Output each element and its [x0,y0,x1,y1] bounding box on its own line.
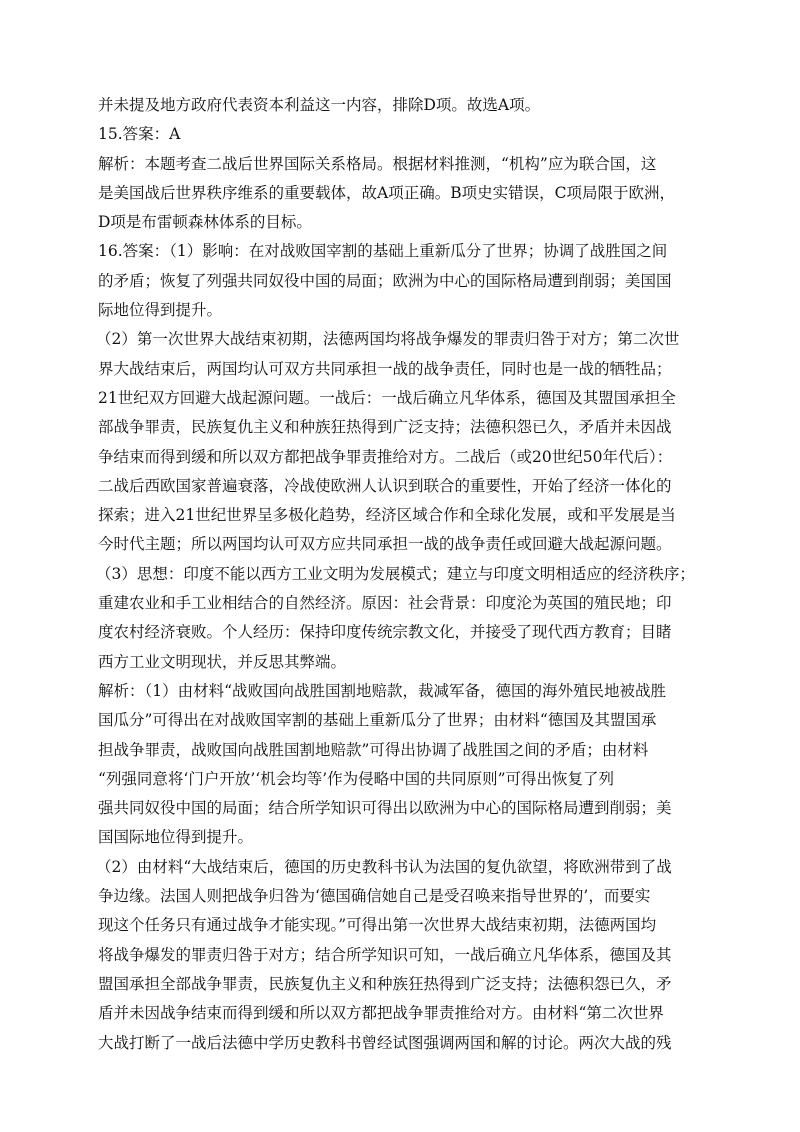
text-line: 度农村经济衰败。个人经历：保持印度传统宗教文化，并接受了现代西方教育；目睹 [98,623,672,642]
text-line: 担战争罪责，战败国向战胜国割地赔款”可得出协调了战胜国之间的矛盾；由材料 [98,740,649,759]
text-line: 国瓜分”可得出在对战败国宰割的基础上重新瓜分了世界；由材料“德国及其盟国承 [98,711,657,730]
text-line: 西方工业文明现状，并反思其弊端。 [98,652,347,671]
text-line: 界大战结束后，两国均认可双方共同承担一战的战争责任，同时也是一战的牺牲品； [98,359,672,378]
text-line: 将战争爆发的罪责归咎于对方；结合所学知识可知，一战后确立凡华体系，德国及其 [98,945,672,964]
text-line: （3）思想：印度不能以西方工业文明为发展模式；建立与印度文明相适应的经济秩序； [96,564,695,583]
text-line: 解析：本题考查二战后世界国际关系格局。根据材料推测，“机构”应为联合国，这 [98,154,657,173]
text-line: D项是布雷顿森林体系的目标。 [98,213,312,232]
text-line: 并未提及地方政府代表资本利益这一内容，排除D项。故选A项。 [98,96,541,114]
answer-heading-16: 16.答案：（1）影响：在对战败国宰割的基础上重新瓜分了世界；协调了战胜国之间 [98,242,668,261]
text-line: 盟国承担全部战争罪责，民族复仇主义和种族狂热得到广泛支持；法德积怨已久，矛 [98,974,672,993]
text-line: 的矛盾；恢复了列强共同奴役中国的局面；欧洲为中心的国际格局遭到削弱；美国国 [98,271,672,290]
text-line: 强共同奴役中国的局面；结合所学知识可得出以欧洲为中心的国际格局遭到削弱；美 [98,799,672,818]
text-line: （2）由材料“大战结束后，德国的历史教科书认为法国的复仇欲望，将欧洲带到了战 [96,857,672,876]
text-line: 探索；进入21世纪世界呈多极化趋势，经济区域合作和全球化发展，或和平发展是当 [98,506,676,525]
text-line: “列强同意将‘门户开放’‘机会均等’作为侵略中国的共同原则”可得出恢复了列 [98,769,615,788]
text-line: 21世纪双方回避大战起源问题。一战后：一战后确立凡华体系，德国及其盟国承担全 [98,388,676,407]
text-line: 是美国战后世界秩序维系的重要载体，故A项正确。B项史实错误，C项局限于欧洲， [98,183,675,202]
text-line: 国国际地位得到提升。 [98,828,254,847]
text-line: 现这个任务只有通过战争才能实现。”可得出第一次世界大战结束初期，法德两国均 [98,916,657,935]
text-line: 部战争罪责，民族复仇主义和种族狂热得到广泛支持；法德积怨已久，矛盾并未因战 [98,418,672,437]
text-line: 重建农业和手工业相结合的自然经济。原因：社会背景：印度沦为英国的殖民地；印 [98,594,672,613]
text-line: 二战后西欧国家普遍衰落，冷战使欧洲人认识到联合的重要性，开始了经济一体化的 [98,476,672,495]
text-line: 争边缘。法国人则把战争归咎为‘德国确信她自己是受召唤来指导世界的’，而要实 [98,887,651,906]
analysis-heading: 解析：（1）由材料“战败国向战胜国割地赔款，裁减军备，德国的海外殖民地被战胜 [98,681,667,700]
text-line: 盾并未因战争结束而得到缓和所以双方都把战争罪责推给对方。由材料“第二次世界 [98,1004,664,1023]
answer-heading-15: 15.答案：A [98,125,181,144]
text-line: （2）第一次世界大战结束初期，法德两国均将战争爆发的罪责归咎于对方；第二次世 [96,330,680,349]
text-line: 今时代主题；所以两国均认可双方应共同承担一战的战争责任或回避大战起源问题。 [98,535,672,554]
answer-text-body [98,91,726,1058]
text-line: 大战打断了一战后法德中学历史教科书曾经试图强调两国和解的讨论。两次大战的残 [98,1033,672,1052]
text-line: 际地位得到提升。 [98,301,223,320]
text-line: 争结束而得到缓和所以双方都把战争罪责推给对方。二战后（或20世纪50年代后）： [98,447,673,466]
